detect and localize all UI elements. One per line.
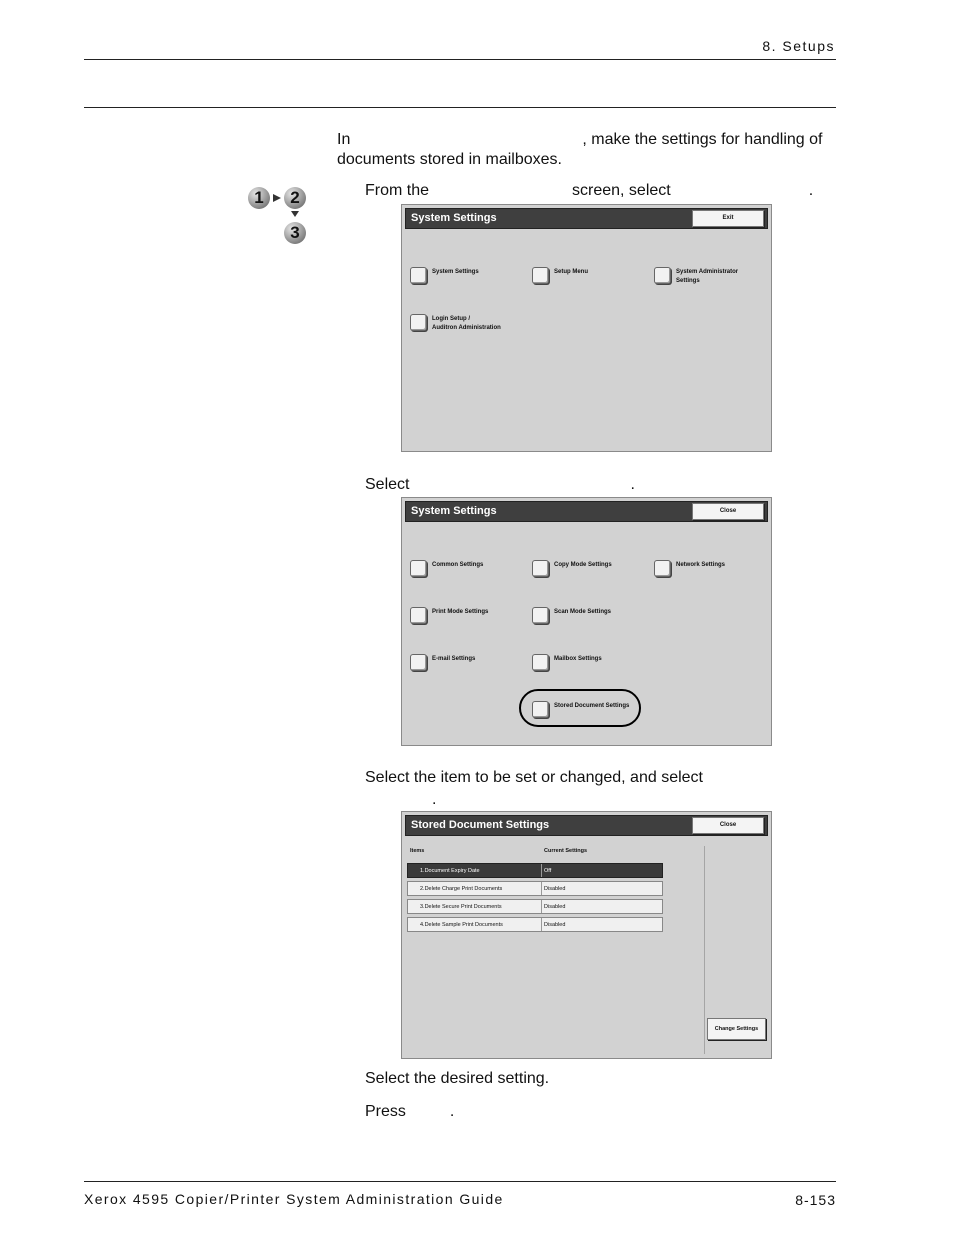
option-label: Stored Document Settings: [554, 703, 630, 709]
cell-divider: [541, 900, 542, 913]
step-2-part-a: Select: [365, 476, 410, 493]
option-label: System Administrator Settings: [676, 269, 739, 284]
table-row[interactable]: [407, 881, 663, 896]
step-5-part-a: Press: [365, 1103, 406, 1120]
step-3-period: .: [432, 791, 437, 808]
checkbox[interactable]: [532, 560, 549, 577]
cell-divider: [541, 918, 542, 931]
screen-1-titlebar: [405, 208, 768, 229]
page-number: 8-153: [795, 1192, 836, 1208]
highlight-circle: [519, 689, 641, 727]
close-button[interactable]: Close: [692, 503, 764, 520]
option-scan-mode-settings[interactable]: [532, 607, 611, 624]
checkbox[interactable]: [410, 560, 427, 577]
row-item: 3.Delete Secure Print Documents: [420, 904, 502, 910]
checkbox[interactable]: [654, 560, 671, 577]
option-copy-mode-settings[interactable]: [532, 560, 612, 577]
row-value: Disabled: [544, 904, 566, 910]
column-header-current-settings: Current Settings: [544, 848, 588, 854]
footer-rule: [84, 1181, 836, 1182]
system-settings-screen-2: [401, 497, 772, 746]
step-2-part-b: .: [630, 476, 635, 493]
close-button[interactable]: Close: [692, 817, 764, 834]
row-item: 2.Delete Charge Print Documents: [420, 886, 503, 892]
option-label: System Settings: [432, 269, 479, 275]
checkbox[interactable]: [410, 607, 427, 624]
option-mailbox-settings[interactable]: [532, 654, 602, 671]
checkbox[interactable]: [532, 267, 549, 284]
intro-rest: , make the settings for handling of: [582, 131, 823, 148]
intro-in: In: [337, 131, 351, 148]
change-settings-button[interactable]: Change Settings: [707, 1018, 766, 1040]
checkbox[interactable]: [532, 607, 549, 624]
running-header: 8. Setups: [762, 38, 835, 54]
checkbox[interactable]: [410, 267, 427, 284]
system-settings-screen-1: [401, 204, 772, 452]
row-value: Off: [544, 868, 552, 874]
table-row[interactable]: [407, 863, 663, 878]
option-label: Setup Menu: [554, 269, 588, 275]
row-value: Disabled: [544, 886, 566, 892]
option-system-administrator-settings[interactable]: [654, 267, 738, 286]
step-1-part-c: .: [808, 182, 814, 199]
checkbox[interactable]: [532, 654, 549, 671]
checkbox[interactable]: [410, 314, 427, 331]
option-login-setup[interactable]: [410, 314, 501, 333]
step-5-part-b: .: [449, 1103, 455, 1120]
screen-2-title: System Settings: [411, 505, 497, 517]
checkbox[interactable]: [654, 267, 671, 284]
step-2-text: [365, 475, 635, 495]
section-rule: [84, 107, 836, 108]
step-3-ball: 3: [284, 222, 306, 244]
row-item: 4.Delete Sample Print Documents: [420, 922, 503, 928]
option-label: Common Settings: [432, 562, 484, 568]
step-1-text: [365, 181, 813, 201]
row-value: Disabled: [544, 922, 566, 928]
option-system-settings[interactable]: [410, 267, 479, 284]
row-item: 1.Document Expiry Date: [420, 868, 480, 874]
option-label: Print Mode Settings: [432, 609, 489, 615]
option-network-settings[interactable]: [654, 560, 725, 577]
screen-3-title: Stored Document Settings: [411, 819, 550, 831]
checkbox[interactable]: [410, 654, 427, 671]
option-email-settings[interactable]: [410, 654, 475, 671]
option-label: Login Setup / Auditron Administration: [432, 316, 501, 331]
table-row[interactable]: [407, 917, 663, 932]
arrow-down-icon: [290, 210, 300, 218]
intro-line-1: [337, 130, 822, 150]
step-1-part-b: screen, select: [572, 182, 671, 199]
option-label: Scan Mode Settings: [554, 609, 612, 615]
table-row[interactable]: [407, 899, 663, 914]
option-label: E-mail Settings: [432, 656, 476, 662]
intro-line-2: documents stored in mailboxes.: [337, 151, 562, 168]
screen-2-titlebar: [405, 501, 768, 522]
step-2-ball: 2: [284, 187, 306, 209]
footer-title: Xerox 4595 Copier/Printer System Administration Guide: [84, 1191, 504, 1207]
step-1-ball: 1: [248, 187, 270, 209]
option-setup-menu[interactable]: [532, 267, 588, 284]
step-1-part-a: From the: [365, 182, 430, 199]
step-3-text: Select the item to be set or changed, and select: [365, 769, 703, 786]
option-print-mode-settings[interactable]: [410, 607, 488, 624]
screen-3-titlebar: [405, 815, 768, 836]
option-label: Copy Mode Settings: [554, 562, 612, 568]
cell-divider: [541, 864, 542, 877]
step-5-text: [365, 1102, 454, 1122]
column-header-items: Items: [410, 848, 425, 854]
option-label: Network Settings: [676, 562, 726, 568]
panel-divider: [704, 846, 705, 1054]
step-4-text: Select the desired setting.: [365, 1070, 550, 1087]
option-common-settings[interactable]: [410, 560, 483, 577]
cell-divider: [541, 882, 542, 895]
screen-1-title: System Settings: [411, 212, 497, 224]
exit-button[interactable]: Exit: [692, 210, 764, 227]
option-label: Mailbox Settings: [554, 656, 602, 662]
header-rule: [84, 59, 836, 60]
step-sequence-icon: [248, 183, 310, 247]
stored-document-settings-screen: [401, 811, 772, 1059]
arrow-right-icon: [272, 193, 282, 203]
